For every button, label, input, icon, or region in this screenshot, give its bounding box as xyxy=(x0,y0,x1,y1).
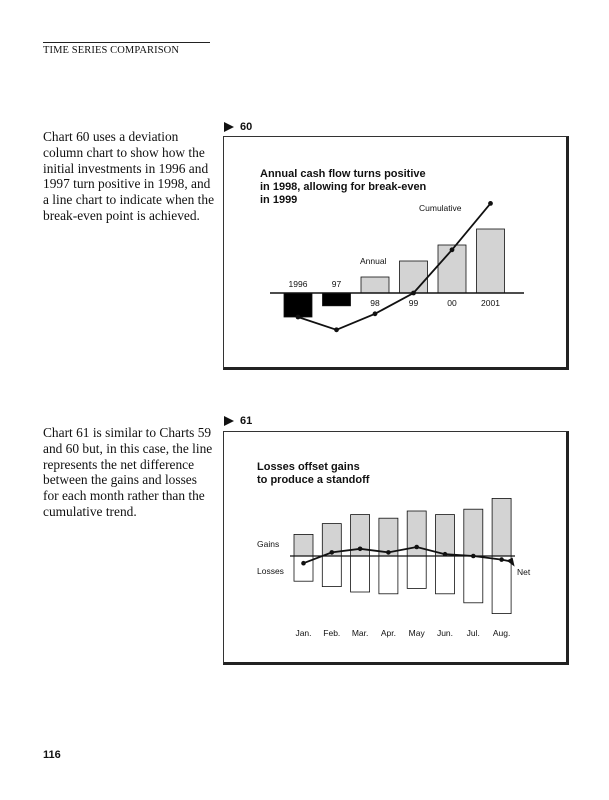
bar-97 xyxy=(323,293,351,306)
triangle-marker-icon xyxy=(224,416,234,426)
chart-60-label xyxy=(224,121,252,133)
chart-61 xyxy=(224,432,566,662)
category-label: 99 xyxy=(408,298,419,308)
net-point xyxy=(330,550,335,555)
chart-61-frame xyxy=(223,431,569,665)
month-label: May xyxy=(408,628,425,638)
month-label: Jul. xyxy=(466,628,480,638)
series-label-losses: Losses xyxy=(257,566,284,576)
section-title: TIME SERIES COMPARISON xyxy=(43,45,180,56)
net-point xyxy=(301,561,306,566)
category-label: 97 xyxy=(331,279,342,289)
triangle-marker-icon xyxy=(224,122,234,132)
month-label: Feb. xyxy=(323,628,341,638)
loss-bar-Feb. xyxy=(322,556,341,587)
month-label: Jun. xyxy=(436,628,454,638)
category-label: 00 xyxy=(447,298,457,308)
page-number: 116 xyxy=(43,749,61,761)
gain-bar-Jul. xyxy=(464,509,483,556)
category-label: 98 xyxy=(370,298,380,308)
cumulative-point xyxy=(296,315,301,320)
net-point xyxy=(471,554,476,559)
chart-60-description: Chart 60 uses a deviation column chart to show how the initial investments in 1996 and 1997 turn positive in 1998, and a line chart to indicate when the break-even point is achieved. xyxy=(43,129,215,223)
net-point xyxy=(414,545,419,550)
cumulative-point xyxy=(450,247,455,252)
chart-61-description: Chart 61 is similar to Charts 59 and 60 but, in this case, the line represents the net difference between the gains and losses for each month rather than the cumulative trend. xyxy=(43,425,213,519)
series-label-net: Net xyxy=(517,567,531,577)
loss-bar-Jun. xyxy=(436,556,455,594)
series-label-cumulative: Cumulative xyxy=(419,203,462,213)
section-rule xyxy=(43,42,210,43)
chart-61-label xyxy=(224,415,252,427)
series-label-gains: Gains xyxy=(257,539,280,549)
bar-1996 xyxy=(284,293,312,317)
cumulative-point xyxy=(334,327,339,332)
cumulative-point xyxy=(488,201,493,206)
loss-bar-Aug. xyxy=(492,556,511,614)
month-label: Mar. xyxy=(351,628,369,638)
gain-bar-Jun. xyxy=(436,515,455,556)
net-point xyxy=(499,557,504,562)
category-label: 2001 xyxy=(481,298,500,308)
chart-title-line: to produce a standoff xyxy=(257,474,370,486)
cumulative-point xyxy=(373,311,378,316)
loss-bar-May xyxy=(407,556,426,588)
month-label: Aug. xyxy=(492,628,511,638)
loss-bar-Apr. xyxy=(379,556,398,594)
net-point xyxy=(386,550,391,555)
bar-98 xyxy=(361,277,389,293)
chart-60-number: 60 xyxy=(240,121,253,133)
series-label-annual: Annual xyxy=(360,256,387,266)
chart-title-line: Losses offset gains xyxy=(257,461,360,473)
cumulative-point xyxy=(411,291,416,296)
loss-bar-Mar. xyxy=(351,556,370,592)
category-label: 1996 xyxy=(288,279,308,289)
chart-title-line: in 1998, allowing for break-even xyxy=(260,181,427,193)
chart-60-frame xyxy=(223,136,569,370)
net-point xyxy=(443,552,448,557)
month-label: Apr. xyxy=(380,628,396,638)
month-label: Jan. xyxy=(295,628,312,638)
chart-title-line: Annual cash flow turns positive xyxy=(260,168,426,180)
gain-bar-Jan. xyxy=(294,534,313,556)
net-point xyxy=(358,547,363,552)
chart-60 xyxy=(224,137,566,367)
loss-bar-Jul. xyxy=(464,556,483,603)
chart-61-number: 61 xyxy=(240,415,253,427)
chart-title-line: in 1999 xyxy=(260,194,298,206)
gain-bar-Aug. xyxy=(492,498,511,556)
bar-99 xyxy=(400,261,428,293)
bar-2001 xyxy=(477,229,505,293)
